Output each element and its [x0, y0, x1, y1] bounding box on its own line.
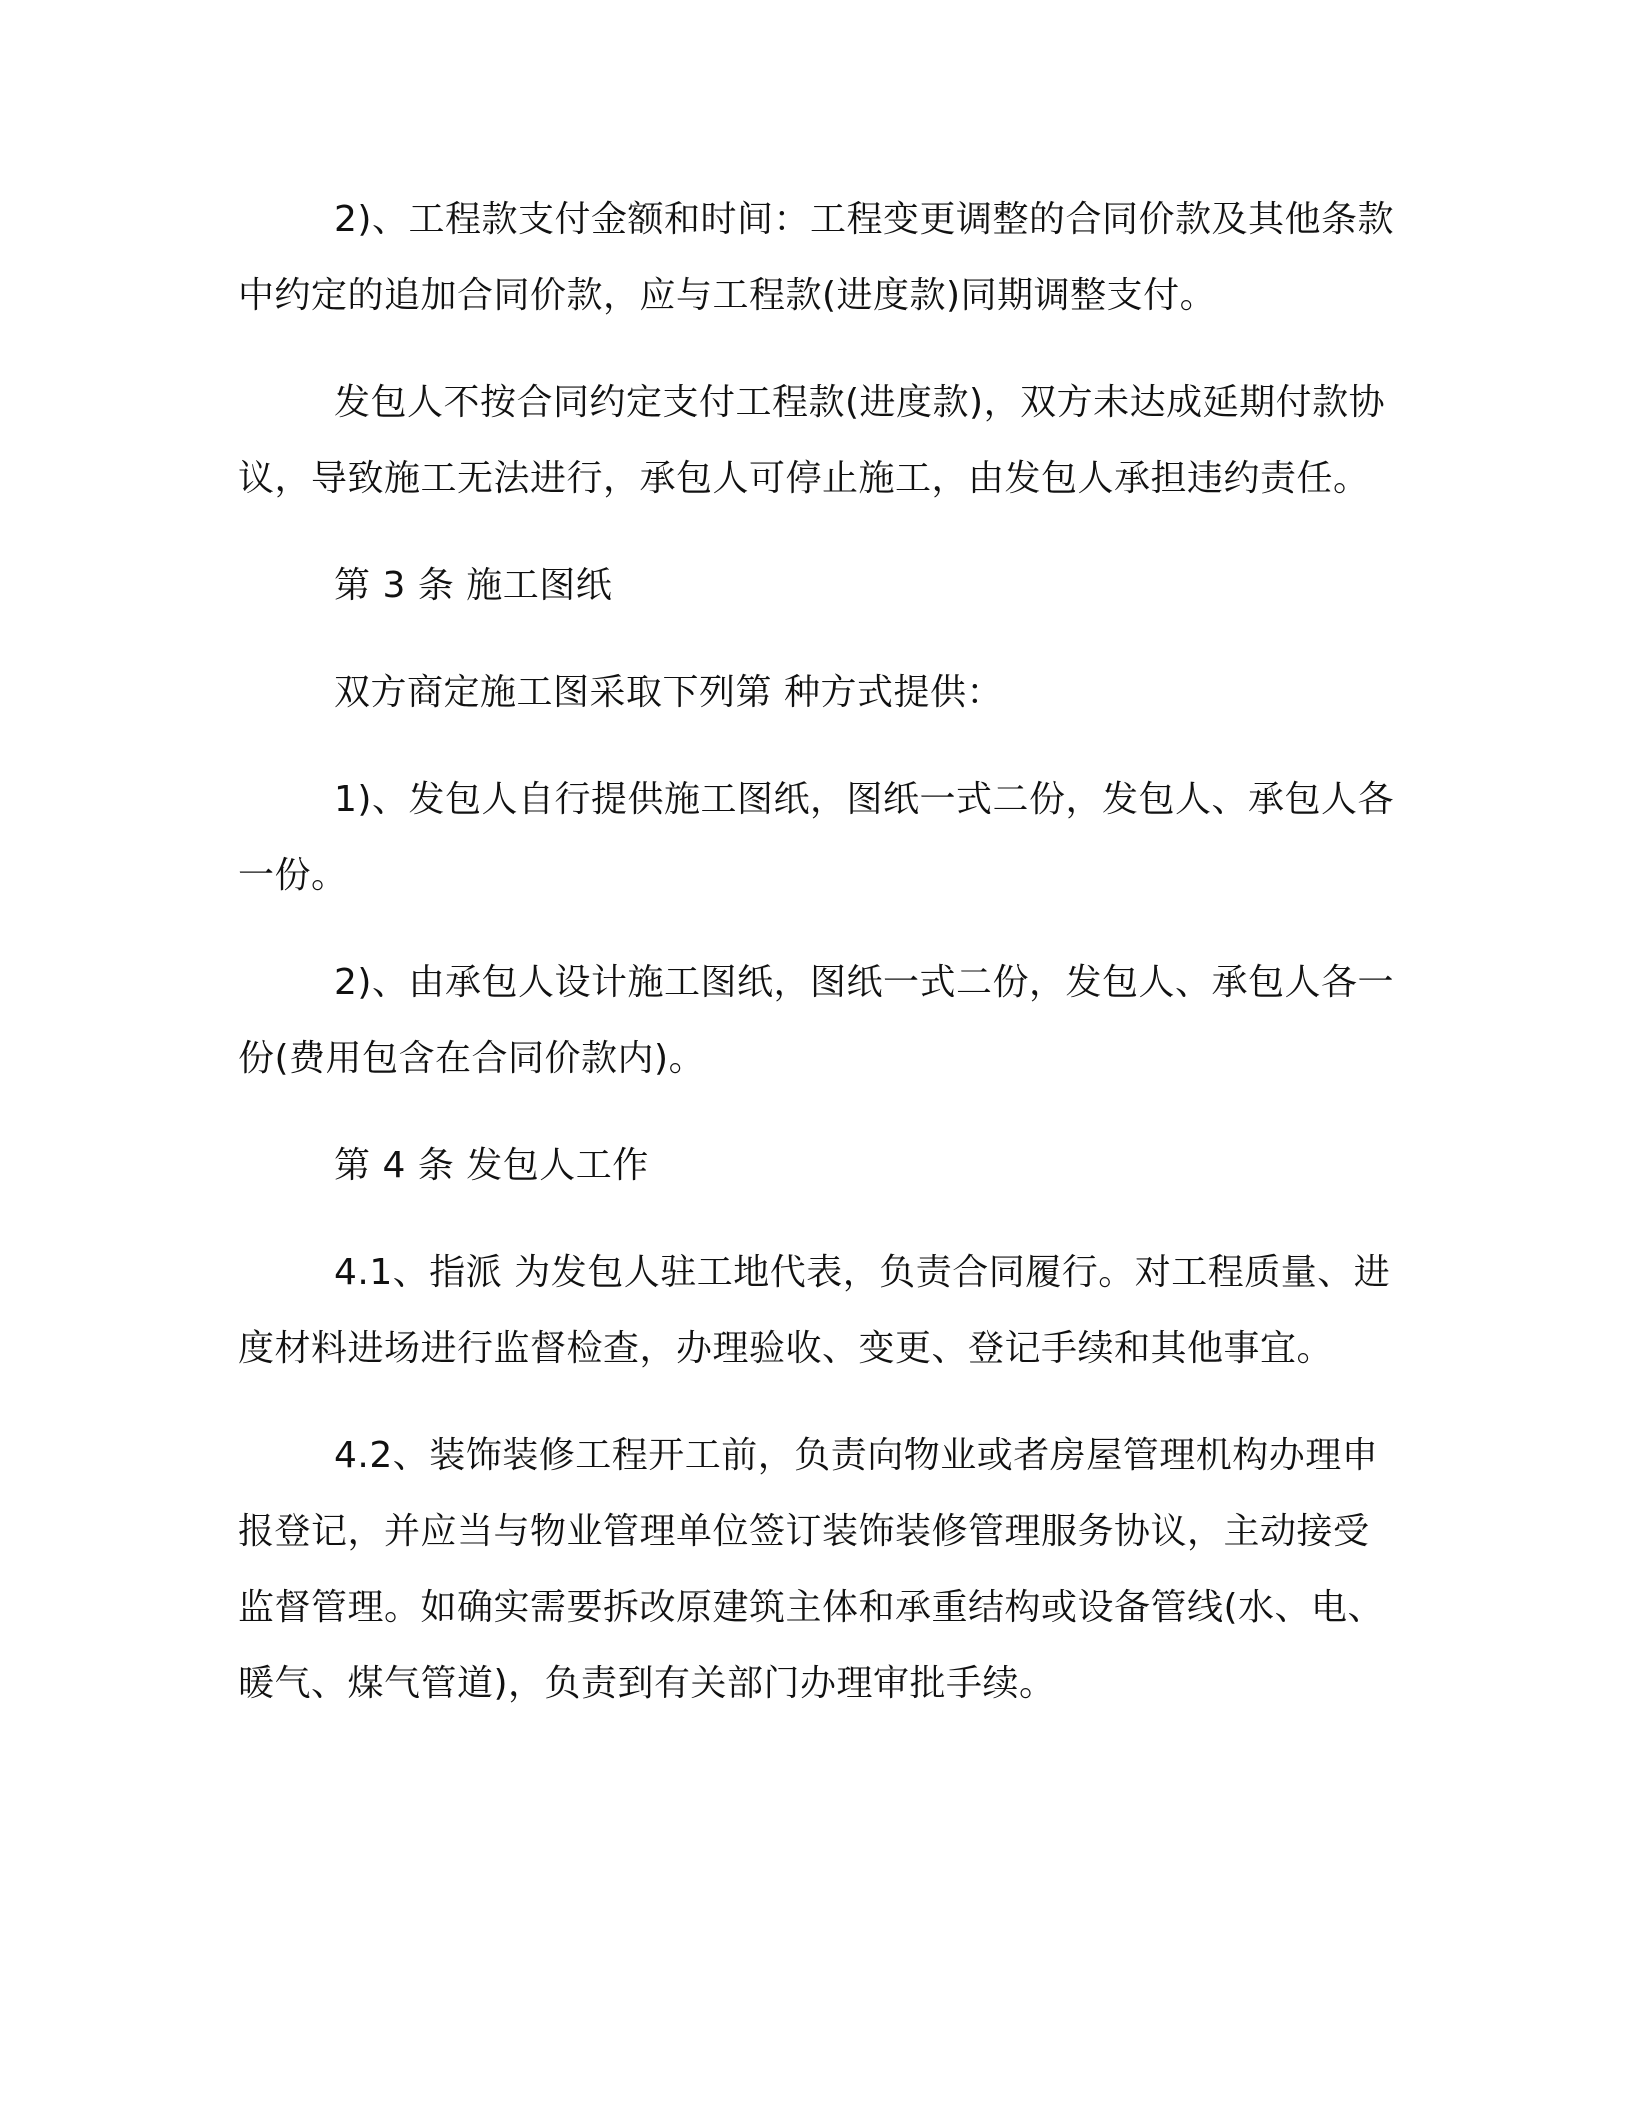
paragraph-gap — [238, 914, 1398, 945]
paragraph-gap — [238, 1204, 1398, 1235]
document-body — [238, 182, 1398, 1722]
clause-4-1-paragraph: 4.1、指派 为发包人驻工地代表，负责合同履行。对工程质量、进度材料进场进行监督检查，办理验收、变更、登记手续和其他事宜。 — [238, 1252, 1391, 1369]
drawing-method-paragraph: 双方商定施工图采取下列第 种方式提供： — [334, 672, 1003, 713]
paragraph-gap — [238, 1387, 1398, 1418]
article-4-heading: 第 4 条 发包人工作 — [334, 1145, 649, 1186]
paragraph-gap — [238, 517, 1398, 548]
drawing-option-1-paragraph: 1)、发包人自行提供施工图纸，图纸一式二份，发包人、承包人各一份。 — [238, 779, 1394, 896]
paragraph-gap — [238, 1097, 1398, 1128]
drawing-option-2-paragraph: 2)、由承包人设计施工图纸，图纸一式二份，发包人、承包人各一份(费用包含在合同价款内)。 — [238, 962, 1394, 1079]
paragraph-gap — [238, 624, 1398, 655]
breach-clause-paragraph: 发包人不按合同约定支付工程款(进度款)，双方未达成延期付款协议，导致施工无法进行，承包人可停止施工，由发包人承担违约责任。 — [238, 382, 1386, 499]
article-3-heading: 第 3 条 施工图纸 — [334, 565, 613, 606]
paragraph-gap — [238, 731, 1398, 762]
payment-clause-paragraph: 2)、工程款支付金额和时间：工程变更调整的合同价款及其他条款中约定的追加合同价款，应与工程款(进度款)同期调整支付。 — [238, 199, 1394, 316]
clause-4-2-paragraph: 4.2、装饰装修工程开工前，负责向物业或者房屋管理机构办理申报登记，并应当与物业管理单位签订装饰装修管理服务协议，主动接受监督管理。如确实需要拆改原建筑主体和承重结构或设备管线(水、电、暖气、煤气管道)，负责到有关部门办理审批手续。 — [238, 1435, 1385, 1704]
paragraph-gap — [238, 334, 1398, 365]
